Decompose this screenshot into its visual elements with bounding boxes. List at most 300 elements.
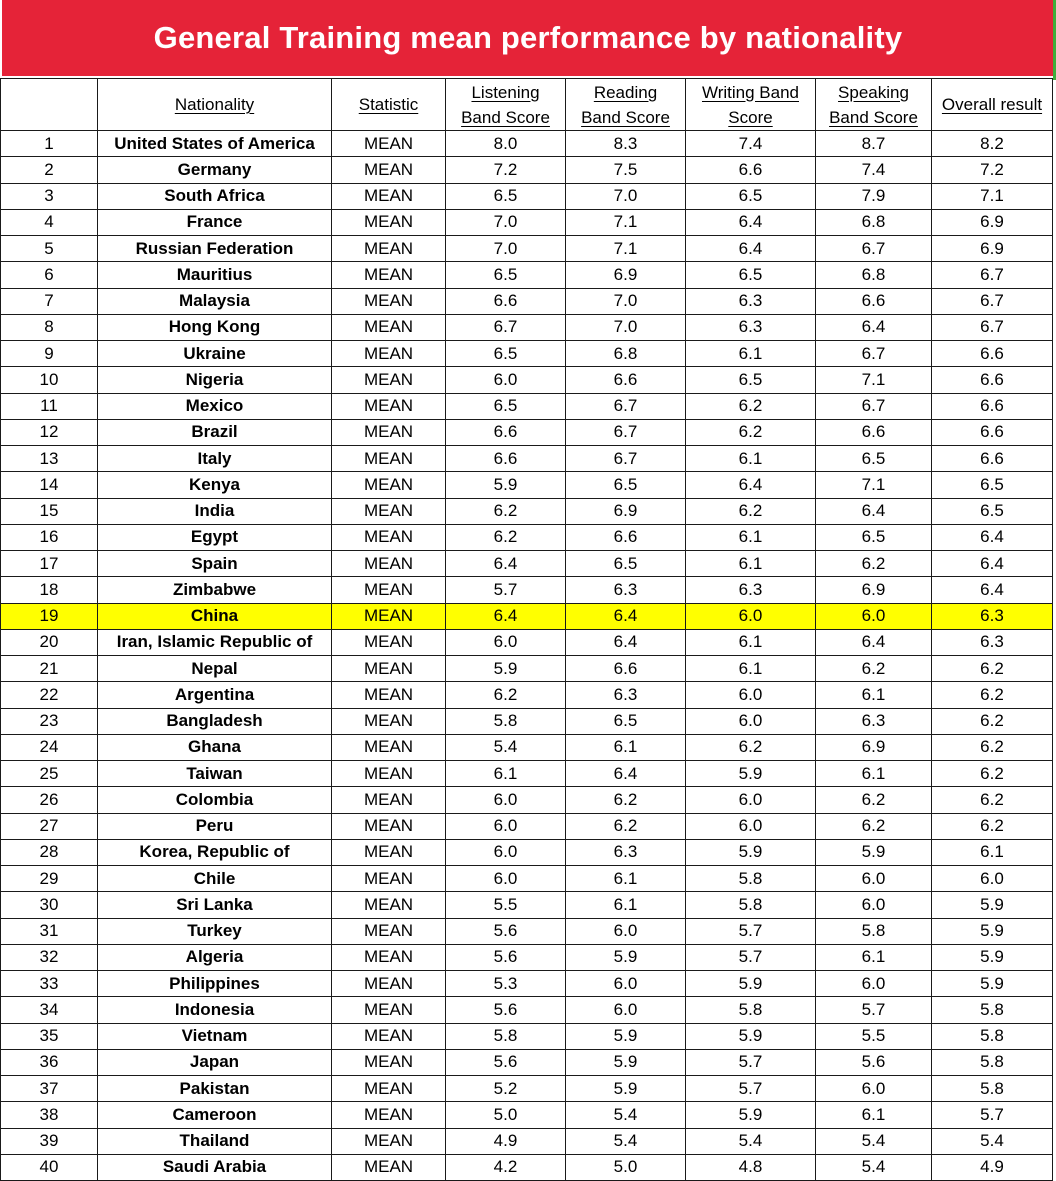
cell-speaking: 6.1: [816, 1102, 932, 1128]
cell-listening: 6.5: [446, 262, 566, 288]
cell-nationality: Philippines: [98, 971, 332, 997]
cell-nationality: Germany: [98, 157, 332, 183]
cell-nationality: Sri Lanka: [98, 892, 332, 918]
cell-overall: 5.9: [932, 971, 1053, 997]
cell-listening: 5.4: [446, 734, 566, 760]
cell-index: 31: [1, 918, 98, 944]
cell-statistic: MEAN: [332, 629, 446, 655]
cell-reading: 5.9: [566, 1076, 686, 1102]
cell-overall: 6.6: [932, 419, 1053, 445]
cell-writing: 6.0: [686, 813, 816, 839]
cell-reading: 6.5: [566, 708, 686, 734]
cell-listening: 5.6: [446, 1049, 566, 1075]
cell-listening: 6.4: [446, 603, 566, 629]
cell-statistic: MEAN: [332, 472, 446, 498]
cell-speaking: 5.8: [816, 918, 932, 944]
header-writing-line1: Writing Band: [701, 82, 799, 102]
cell-statistic: MEAN: [332, 157, 446, 183]
cell-writing: 6.0: [686, 603, 816, 629]
cell-speaking: 6.7: [816, 341, 932, 367]
cell-statistic: MEAN: [332, 892, 446, 918]
cell-statistic: MEAN: [332, 839, 446, 865]
cell-speaking: 6.9: [816, 734, 932, 760]
cell-statistic: MEAN: [332, 1023, 446, 1049]
cell-nationality: Egypt: [98, 524, 332, 550]
header-nationality: [98, 79, 332, 131]
cell-speaking: 6.7: [816, 236, 932, 262]
cell-writing: 5.9: [686, 839, 816, 865]
table-row: [1, 209, 1053, 235]
cell-index: 17: [1, 551, 98, 577]
cell-writing: 5.9: [686, 761, 816, 787]
cell-speaking: 6.0: [816, 892, 932, 918]
cell-nationality: Pakistan: [98, 1076, 332, 1102]
cell-overall: 5.4: [932, 1128, 1053, 1154]
cell-writing: 6.4: [686, 472, 816, 498]
cell-index: 34: [1, 997, 98, 1023]
cell-nationality: Algeria: [98, 944, 332, 970]
cell-overall: 8.2: [932, 131, 1053, 157]
cell-reading: 6.2: [566, 787, 686, 813]
cell-speaking: 7.9: [816, 183, 932, 209]
cell-listening: 5.8: [446, 708, 566, 734]
cell-reading: 6.7: [566, 446, 686, 472]
cell-writing: 6.4: [686, 209, 816, 235]
cell-listening: 6.6: [446, 419, 566, 445]
cell-index: 5: [1, 236, 98, 262]
cell-index: 10: [1, 367, 98, 393]
cell-speaking: 6.9: [816, 577, 932, 603]
cell-writing: 6.4: [686, 236, 816, 262]
cell-index: 1: [1, 131, 98, 157]
cell-listening: 6.6: [446, 446, 566, 472]
cell-index: 28: [1, 839, 98, 865]
cell-index: 24: [1, 734, 98, 760]
cell-nationality: Turkey: [98, 918, 332, 944]
table-row: [1, 157, 1053, 183]
table-row: [1, 1049, 1053, 1075]
table-row: [1, 734, 1053, 760]
cell-statistic: MEAN: [332, 971, 446, 997]
table-row: [1, 603, 1053, 629]
cell-reading: 6.6: [566, 656, 686, 682]
cell-statistic: MEAN: [332, 314, 446, 340]
table-row: [1, 367, 1053, 393]
cell-writing: 7.4: [686, 131, 816, 157]
cell-listening: 6.2: [446, 498, 566, 524]
cell-reading: 8.3: [566, 131, 686, 157]
cell-nationality: Taiwan: [98, 761, 332, 787]
cell-writing: 6.1: [686, 551, 816, 577]
cell-speaking: 6.2: [816, 551, 932, 577]
cell-writing: 6.1: [686, 446, 816, 472]
table-row: [1, 472, 1053, 498]
header-speaking-line2: Band Score: [829, 107, 918, 127]
cell-statistic: MEAN: [332, 944, 446, 970]
cell-index: 21: [1, 656, 98, 682]
cell-nationality: United States of America: [98, 131, 332, 157]
header-statistic: [332, 79, 446, 131]
cell-reading: 5.4: [566, 1102, 686, 1128]
cell-writing: 5.8: [686, 866, 816, 892]
cell-reading: 6.4: [566, 629, 686, 655]
cell-reading: 6.4: [566, 603, 686, 629]
cell-statistic: MEAN: [332, 761, 446, 787]
cell-writing: 5.8: [686, 997, 816, 1023]
cell-listening: 5.2: [446, 1076, 566, 1102]
table-row: [1, 341, 1053, 367]
cell-writing: 6.3: [686, 577, 816, 603]
cell-listening: 6.0: [446, 839, 566, 865]
cell-overall: 6.0: [932, 866, 1053, 892]
cell-nationality: Mexico: [98, 393, 332, 419]
table-row: [1, 446, 1053, 472]
cell-reading: 6.5: [566, 551, 686, 577]
table-title: General Training mean performance by nationality: [2, 0, 1054, 76]
table-row: [1, 629, 1053, 655]
cell-reading: 6.6: [566, 524, 686, 550]
cell-reading: 6.7: [566, 419, 686, 445]
cell-index: 29: [1, 866, 98, 892]
cell-reading: 6.2: [566, 813, 686, 839]
cell-writing: 5.7: [686, 944, 816, 970]
cell-listening: 6.6: [446, 288, 566, 314]
cell-nationality: Spain: [98, 551, 332, 577]
header-listening-line2: Band Score: [461, 107, 550, 127]
cell-listening: 6.0: [446, 813, 566, 839]
cell-reading: 6.9: [566, 498, 686, 524]
cell-writing: 6.5: [686, 262, 816, 288]
cell-speaking: 6.5: [816, 446, 932, 472]
cell-writing: 5.9: [686, 1102, 816, 1128]
cell-writing: 4.8: [686, 1154, 816, 1180]
cell-overall: 6.5: [932, 472, 1053, 498]
cell-listening: 5.7: [446, 577, 566, 603]
header-writing: [686, 79, 816, 131]
cell-overall: 7.1: [932, 183, 1053, 209]
cell-nationality: China: [98, 603, 332, 629]
cell-reading: 6.3: [566, 839, 686, 865]
cell-overall: 6.2: [932, 682, 1053, 708]
cell-index: 20: [1, 629, 98, 655]
cell-nationality: Colombia: [98, 787, 332, 813]
cell-index: 8: [1, 314, 98, 340]
cell-overall: 6.6: [932, 341, 1053, 367]
header-listening-line1: Listening: [471, 82, 540, 102]
cell-listening: 6.4: [446, 551, 566, 577]
cell-overall: 6.6: [932, 367, 1053, 393]
cell-index: 30: [1, 892, 98, 918]
cell-speaking: 5.5: [816, 1023, 932, 1049]
header-speaking: [816, 79, 932, 131]
cell-statistic: MEAN: [332, 918, 446, 944]
table-row: [1, 708, 1053, 734]
header-overall: [932, 79, 1053, 131]
cell-listening: 6.0: [446, 787, 566, 813]
cell-overall: 6.2: [932, 761, 1053, 787]
table-row: [1, 551, 1053, 577]
cell-nationality: Brazil: [98, 419, 332, 445]
cell-reading: 7.0: [566, 288, 686, 314]
cell-index: 37: [1, 1076, 98, 1102]
cell-statistic: MEAN: [332, 262, 446, 288]
cell-index: 6: [1, 262, 98, 288]
cell-reading: 6.4: [566, 761, 686, 787]
cell-nationality: Hong Kong: [98, 314, 332, 340]
cell-speaking: 5.6: [816, 1049, 932, 1075]
cell-nationality: Mauritius: [98, 262, 332, 288]
cell-index: 11: [1, 393, 98, 419]
cell-writing: 6.2: [686, 419, 816, 445]
cell-speaking: 6.2: [816, 656, 932, 682]
table-row: [1, 1102, 1053, 1128]
cell-statistic: MEAN: [332, 131, 446, 157]
cell-overall: 5.8: [932, 1023, 1053, 1049]
cell-statistic: MEAN: [332, 1102, 446, 1128]
cell-index: 15: [1, 498, 98, 524]
cell-speaking: 6.4: [816, 498, 932, 524]
cell-reading: 7.1: [566, 236, 686, 262]
table-body: [1, 131, 1053, 1181]
cell-reading: 6.6: [566, 367, 686, 393]
cell-nationality: Kenya: [98, 472, 332, 498]
cell-speaking: 5.7: [816, 997, 932, 1023]
cell-overall: 6.7: [932, 314, 1053, 340]
cell-index: 3: [1, 183, 98, 209]
cell-nationality: Zimbabwe: [98, 577, 332, 603]
cell-statistic: MEAN: [332, 997, 446, 1023]
cell-nationality: Vietnam: [98, 1023, 332, 1049]
cell-speaking: 5.4: [816, 1128, 932, 1154]
cell-nationality: South Africa: [98, 183, 332, 209]
cell-writing: 6.0: [686, 682, 816, 708]
cell-reading: 6.3: [566, 682, 686, 708]
cell-overall: 6.2: [932, 787, 1053, 813]
cell-overall: 6.3: [932, 603, 1053, 629]
cell-overall: 6.2: [932, 813, 1053, 839]
cell-listening: 6.0: [446, 866, 566, 892]
cell-reading: 5.9: [566, 1023, 686, 1049]
cell-speaking: 6.0: [816, 971, 932, 997]
cell-index: 36: [1, 1049, 98, 1075]
header-speaking-line1: Speaking: [838, 82, 909, 102]
cell-statistic: MEAN: [332, 1128, 446, 1154]
cell-speaking: 7.1: [816, 472, 932, 498]
table-row: [1, 997, 1053, 1023]
table-row: [1, 183, 1053, 209]
cell-index: 38: [1, 1102, 98, 1128]
cell-index: 13: [1, 446, 98, 472]
cell-reading: 7.0: [566, 314, 686, 340]
table-row: [1, 236, 1053, 262]
cell-index: 40: [1, 1154, 98, 1180]
cell-statistic: MEAN: [332, 551, 446, 577]
cell-writing: 5.7: [686, 918, 816, 944]
nationality-score-table: [0, 78, 1053, 1181]
cell-listening: 5.3: [446, 971, 566, 997]
header-statistic-label: Statistic: [358, 95, 419, 114]
cell-overall: 5.7: [932, 1102, 1053, 1128]
header-reading-line1: Reading: [593, 82, 658, 102]
cell-listening: 6.7: [446, 314, 566, 340]
cell-listening: 5.0: [446, 1102, 566, 1128]
table-row: [1, 498, 1053, 524]
cell-statistic: MEAN: [332, 866, 446, 892]
cell-speaking: 6.1: [816, 944, 932, 970]
cell-index: 4: [1, 209, 98, 235]
header-row: [1, 79, 1053, 131]
table-row: [1, 813, 1053, 839]
cell-speaking: 6.0: [816, 866, 932, 892]
cell-statistic: MEAN: [332, 813, 446, 839]
cell-speaking: 6.2: [816, 813, 932, 839]
cell-statistic: MEAN: [332, 393, 446, 419]
cell-index: 22: [1, 682, 98, 708]
cell-nationality: Saudi Arabia: [98, 1154, 332, 1180]
cell-writing: 6.1: [686, 524, 816, 550]
cell-listening: 8.0: [446, 131, 566, 157]
cell-reading: 6.8: [566, 341, 686, 367]
cell-reading: 7.0: [566, 183, 686, 209]
table-row: [1, 656, 1053, 682]
cell-overall: 6.9: [932, 209, 1053, 235]
cell-nationality: Chile: [98, 866, 332, 892]
table-row: [1, 419, 1053, 445]
cell-overall: 6.9: [932, 236, 1053, 262]
cell-listening: 6.1: [446, 761, 566, 787]
cell-writing: 6.1: [686, 656, 816, 682]
table-row: [1, 1154, 1053, 1180]
cell-statistic: MEAN: [332, 183, 446, 209]
cell-statistic: MEAN: [332, 288, 446, 314]
cell-index: 2: [1, 157, 98, 183]
cell-writing: 6.1: [686, 629, 816, 655]
cell-speaking: 6.0: [816, 603, 932, 629]
cell-listening: 4.2: [446, 1154, 566, 1180]
cell-index: 14: [1, 472, 98, 498]
cell-nationality: Italy: [98, 446, 332, 472]
cell-statistic: MEAN: [332, 341, 446, 367]
table-row: [1, 1076, 1053, 1102]
cell-index: 27: [1, 813, 98, 839]
cell-statistic: MEAN: [332, 734, 446, 760]
cell-speaking: 6.7: [816, 393, 932, 419]
cell-index: 39: [1, 1128, 98, 1154]
cell-reading: 5.9: [566, 944, 686, 970]
cell-speaking: 6.2: [816, 787, 932, 813]
cell-overall: 4.9: [932, 1154, 1053, 1180]
cell-statistic: MEAN: [332, 787, 446, 813]
cell-writing: 6.0: [686, 787, 816, 813]
cell-listening: 6.0: [446, 629, 566, 655]
table-row: [1, 524, 1053, 550]
cell-speaking: 6.8: [816, 209, 932, 235]
cell-listening: 6.5: [446, 341, 566, 367]
cell-nationality: Russian Federation: [98, 236, 332, 262]
cell-writing: 6.5: [686, 183, 816, 209]
cell-nationality: Korea, Republic of: [98, 839, 332, 865]
cell-overall: 5.9: [932, 944, 1053, 970]
cell-listening: 7.0: [446, 209, 566, 235]
cell-overall: 6.2: [932, 734, 1053, 760]
cell-statistic: MEAN: [332, 498, 446, 524]
cell-writing: 6.3: [686, 288, 816, 314]
cell-speaking: 6.0: [816, 1076, 932, 1102]
cell-speaking: 6.5: [816, 524, 932, 550]
cell-speaking: 6.8: [816, 262, 932, 288]
cell-writing: 5.9: [686, 1023, 816, 1049]
header-nationality-label: Nationality: [174, 95, 255, 114]
cell-overall: 6.2: [932, 708, 1053, 734]
table-row: [1, 761, 1053, 787]
cell-nationality: Cameroon: [98, 1102, 332, 1128]
cell-index: 35: [1, 1023, 98, 1049]
header-listening: [446, 79, 566, 131]
cell-speaking: 6.6: [816, 288, 932, 314]
cell-reading: 5.0: [566, 1154, 686, 1180]
cell-statistic: MEAN: [332, 577, 446, 603]
cell-index: 18: [1, 577, 98, 603]
cell-writing: 6.0: [686, 708, 816, 734]
cell-overall: 6.6: [932, 446, 1053, 472]
cell-listening: 5.6: [446, 997, 566, 1023]
cell-speaking: 6.3: [816, 708, 932, 734]
cell-reading: 6.9: [566, 262, 686, 288]
cell-overall: 6.4: [932, 551, 1053, 577]
cell-nationality: Peru: [98, 813, 332, 839]
cell-statistic: MEAN: [332, 708, 446, 734]
cell-listening: 5.6: [446, 918, 566, 944]
cell-reading: 6.0: [566, 971, 686, 997]
table-row: [1, 314, 1053, 340]
cell-writing: 5.9: [686, 971, 816, 997]
table-row: [1, 1023, 1053, 1049]
cell-reading: 6.7: [566, 393, 686, 419]
cell-writing: 5.7: [686, 1049, 816, 1075]
cell-speaking: 5.4: [816, 1154, 932, 1180]
cell-statistic: MEAN: [332, 682, 446, 708]
cell-reading: 6.0: [566, 997, 686, 1023]
cell-reading: 6.1: [566, 892, 686, 918]
cell-reading: 6.5: [566, 472, 686, 498]
cell-listening: 4.9: [446, 1128, 566, 1154]
cell-writing: 6.6: [686, 157, 816, 183]
cell-reading: 7.1: [566, 209, 686, 235]
cell-speaking: 6.1: [816, 682, 932, 708]
cell-index: 12: [1, 419, 98, 445]
cell-index: 25: [1, 761, 98, 787]
cell-nationality: Ghana: [98, 734, 332, 760]
cell-statistic: MEAN: [332, 1154, 446, 1180]
cell-overall: 5.8: [932, 997, 1053, 1023]
cell-speaking: 8.7: [816, 131, 932, 157]
cell-nationality: Iran, Islamic Republic of: [98, 629, 332, 655]
cell-statistic: MEAN: [332, 236, 446, 262]
cell-index: 19: [1, 603, 98, 629]
cell-statistic: MEAN: [332, 1049, 446, 1075]
cell-overall: 6.2: [932, 656, 1053, 682]
cell-overall: 6.7: [932, 288, 1053, 314]
cell-overall: 6.4: [932, 577, 1053, 603]
cell-reading: 6.1: [566, 734, 686, 760]
cell-reading: 6.3: [566, 577, 686, 603]
cell-speaking: 6.4: [816, 314, 932, 340]
cell-reading: 7.5: [566, 157, 686, 183]
table-row: [1, 787, 1053, 813]
cell-nationality: Bangladesh: [98, 708, 332, 734]
cell-statistic: MEAN: [332, 1076, 446, 1102]
cell-speaking: 6.6: [816, 419, 932, 445]
